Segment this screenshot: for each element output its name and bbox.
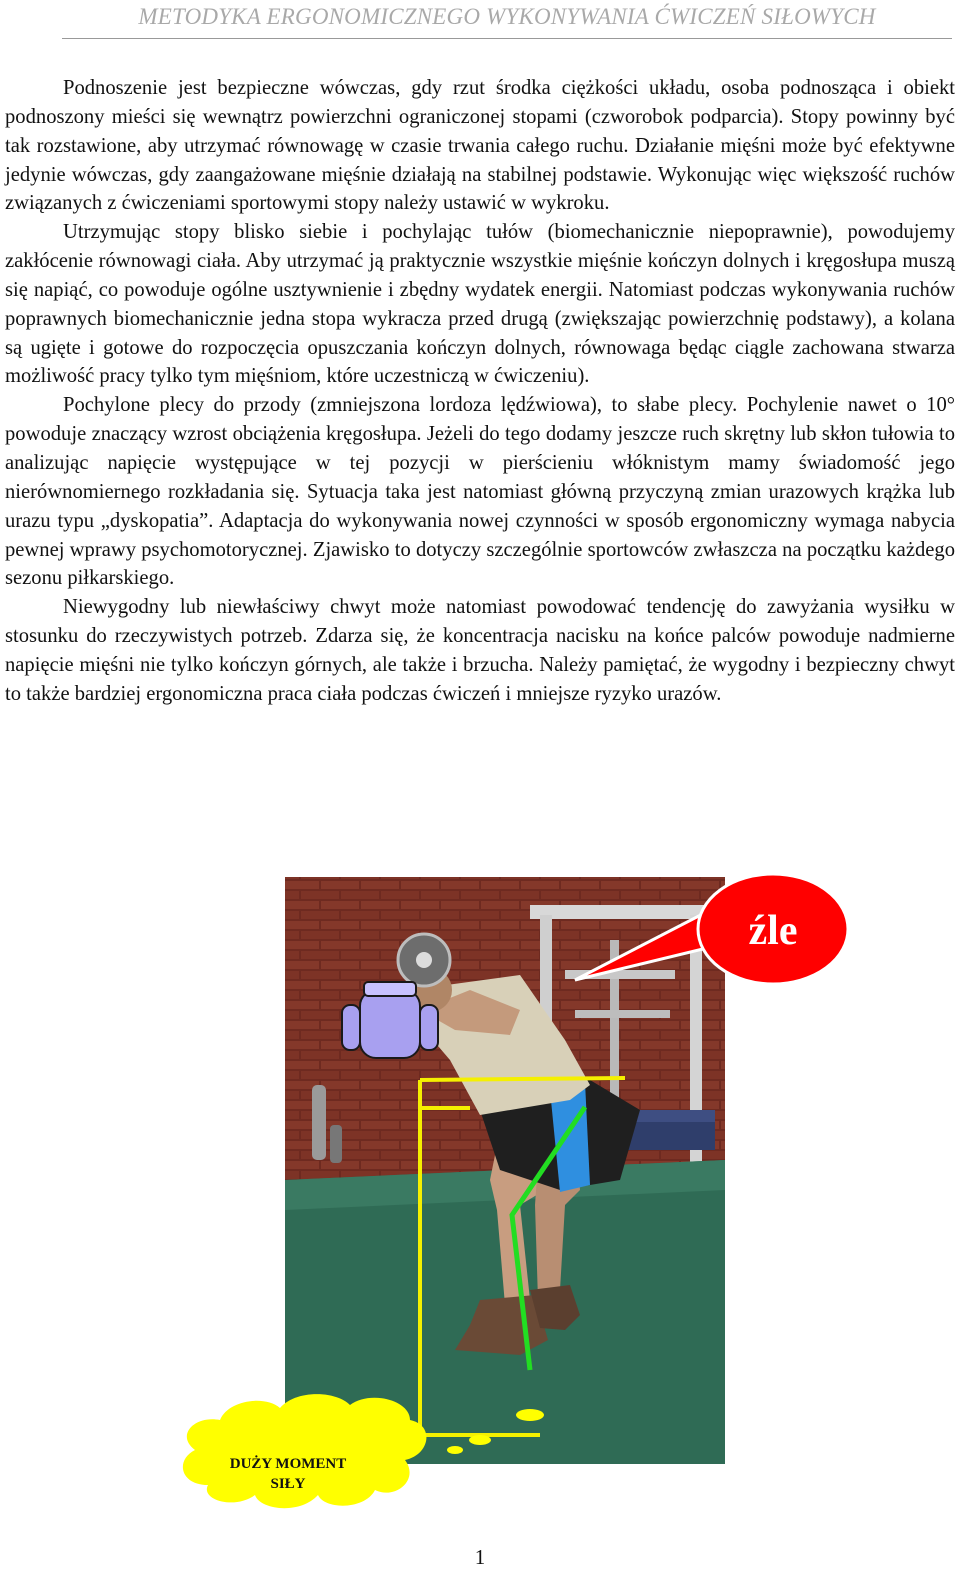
bad-label: źle	[748, 908, 798, 954]
header-rule	[62, 38, 952, 39]
page-number: 1	[474, 1545, 486, 1569]
moment-label-line1: DUŻY MOMENT	[229, 1456, 347, 1472]
figure	[0, 860, 960, 1530]
paragraph-2: Utrzymując stopy blisko siebie i pochylając tułów (biomechanicznie niepoprawnie), powodujemy zakłócenie równowagi ciała. Aby utrzymać ją praktycznie wszystkie mięśnie kończyn dolnych i kręgosłupa muszą się napiąć, co powoduje ogólne usztywnienie i zbędny wydatek energii. Natomiast podczas wykonywania ruchów poprawnych biomechanicznie jedna stopa wykracza przed drugą (zwiększając powierzchnię podstawy), a kolana są ugięte i gotowe do rozpoczęcia opuszczania kończyn dolnych, równowaga będąc ciągle zachowana stwarza możliwość pracy tylko tym mięśniom, które uczestniczą w ćwiczeniu).	[5, 221, 955, 388]
paragraph-1: Podnoszenie jest bezpieczne wówczas, gdy rzut środka ciężkości układu, osoba podnosząca i obiekt podnoszony mieści się wewnątrz powierzchni ograniczonej stopami (czworobok podparcia). Stopy powinny być tak rozstawione, aby utrzymać równowagę w czasie trwania całego ruchu. Działanie mięśni może być efektywne jedynie wówczas, gdy zaangażowane mięśnie działają na stabilnej podstawie. Wykonując więc większość ruchów związanych z ćwiczeniami sportowymi stopy należy ustawić w wykroku.	[5, 77, 955, 215]
running-header: METODYKA ERGONOMICZNEGO WYKONYWANIA ĆWICZEŃ SIŁOWYCH	[138, 4, 876, 29]
moment-label-line2: SIŁY	[270, 1476, 306, 1492]
exercise-photo	[285, 877, 725, 1464]
body-text	[5, 74, 955, 709]
paragraph-3: Pochylone plecy do przody (zmniejszona lordoza lędźwiowa), to słabe plecy. Pochylenie nawet o 10° powoduje znaczący wzrost obciążenia kręgosłupa. Jeżeli do tego dodamy jeszcze ruch skrętny lub skłon tułowia to analizując napięcie występujące w tej pozycji w pierścieniu włóknistym mamy świadomość jego nierównomiernego rozkładania się. Sytuacja taka jest natomiast główną przyczyną zmian urazowych krążka lub urazu typu „dyskopatia”. Adaptacja do wykonywania nowej czynności w sposób ergonomiczny wymaga nabycia pewnej wprawy psychomotorycznej. Zjawisko to dotyczy szczególnie sportowców zwłaszcza na początku każdego sezonu piłkarskiego.	[5, 394, 955, 590]
paragraph-4: Niewygodny lub niewłaściwy chwyt może natomiast powodować tendencję do zawyżania wysiłku w stosunku do rzeczywistych potrzeb. Zdarza się, że koncentracja nacisku na końce palców powoduje nadmierne napięcie mięśni nie tylko kończyn górnych, ale także i brzucha. Należy pamiętać, że wygodny i bezpieczny chwyt to także bardziej ergonomiczna praca ciała podczas ćwiczeń i mniejsze ryzyko urazów.	[5, 596, 955, 705]
